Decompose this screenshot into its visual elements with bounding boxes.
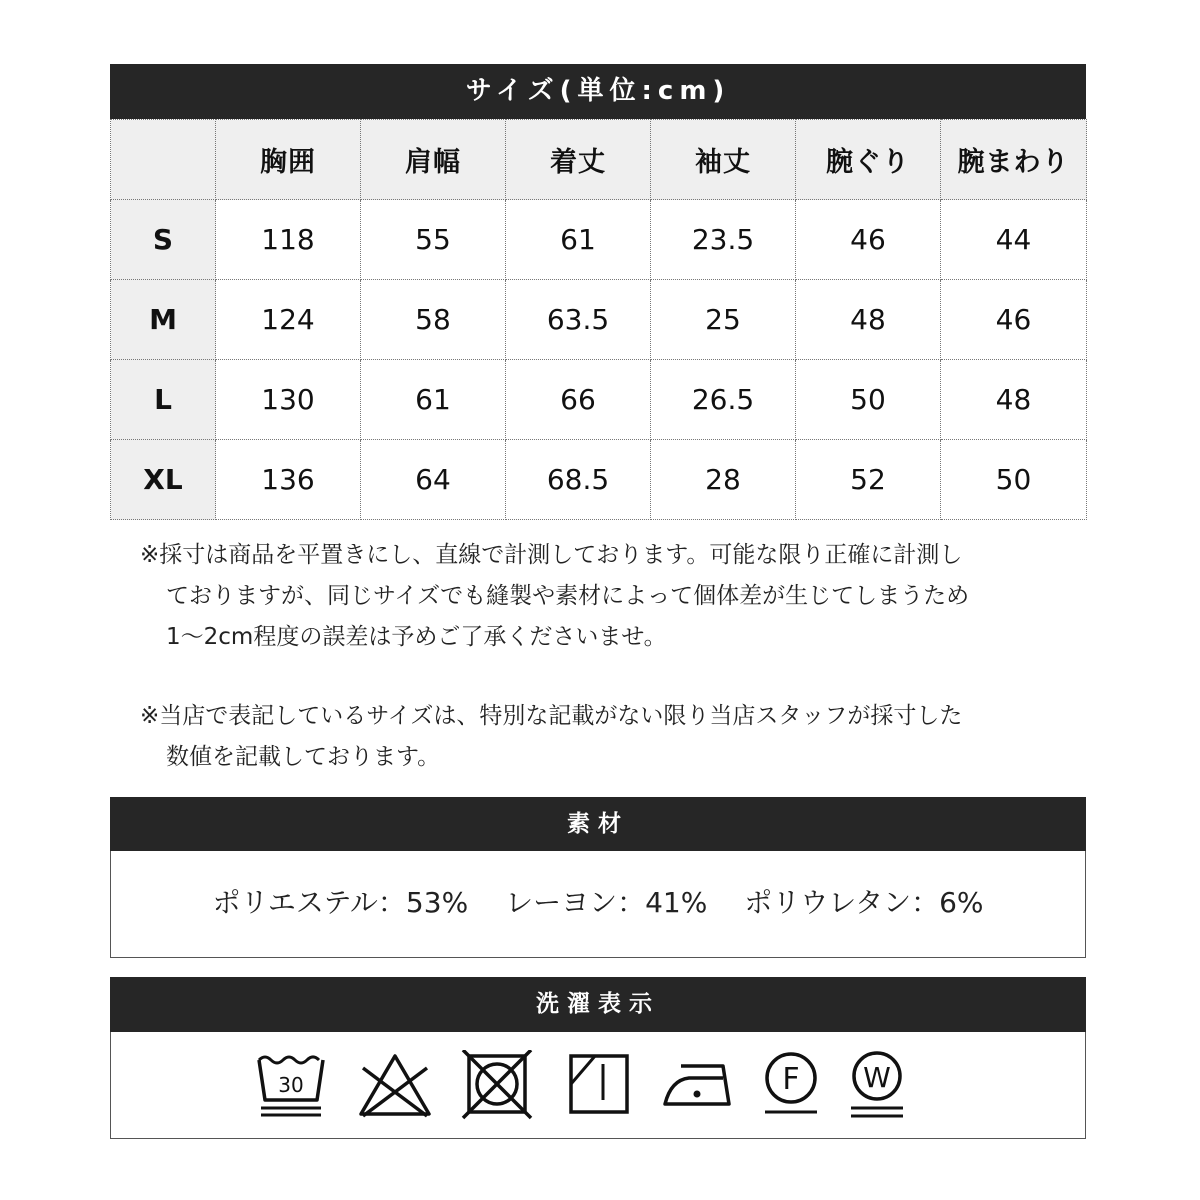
size-label: S — [111, 200, 216, 280]
table-cell: 61 — [506, 200, 651, 280]
table-cell: 23.5 — [651, 200, 796, 280]
no-tumble-dry-icon — [457, 1050, 537, 1122]
iron-low-icon — [659, 1050, 739, 1122]
table-cell: 63.5 — [506, 280, 651, 360]
size-section-title: サイズ(単位:cm) — [110, 64, 1086, 119]
table-cell: 48 — [796, 280, 941, 360]
table-cell: 25 — [651, 280, 796, 360]
table-cell: 61 — [361, 360, 506, 440]
table-cell: 46 — [941, 280, 1087, 360]
table-cell: 44 — [941, 200, 1087, 280]
size-label: L — [111, 360, 216, 440]
care-icons-box — [110, 1032, 1086, 1139]
care-section-title: 洗濯表示 — [110, 977, 1086, 1032]
table-cell: 64 — [361, 440, 506, 520]
column-header-chest: 胸囲 — [216, 120, 361, 200]
table-cell: 55 — [361, 200, 506, 280]
table-cell: 26.5 — [651, 360, 796, 440]
note-line: ※当店で表記しているサイズは、特別な記載がない限り当店スタッフが採寸した — [140, 703, 963, 729]
table-row — [111, 360, 1087, 440]
column-header-corner — [111, 120, 216, 200]
material-box — [110, 851, 1086, 958]
material-item: レーヨン：41% — [505, 886, 708, 919]
note-line: 数値を記載しております。 — [166, 744, 441, 770]
drip-dry-icon — [559, 1050, 639, 1122]
wash-30-icon — [251, 1050, 331, 1122]
column-header-armhole: 腕ぐり — [796, 120, 941, 200]
table-cell: 48 — [941, 360, 1087, 440]
column-header-shoulder: 肩幅 — [361, 120, 506, 200]
table-cell: 46 — [796, 200, 941, 280]
table-cell: 136 — [216, 440, 361, 520]
column-header-length: 着丈 — [506, 120, 651, 200]
dry-clean-label: F — [782, 1062, 800, 1097]
table-row — [111, 200, 1087, 280]
table-cell: 50 — [941, 440, 1087, 520]
material-item: ポリウレタン：6% — [744, 886, 984, 919]
table-cell: 130 — [216, 360, 361, 440]
size-notation-note — [140, 696, 1100, 778]
size-label: M — [111, 280, 216, 360]
size-table — [110, 119, 1087, 520]
wash-temperature-label: 30 — [278, 1073, 304, 1097]
size-label: XL — [111, 440, 216, 520]
material-section-title: 素材 — [110, 797, 1086, 851]
wet-clean-w-icon — [837, 1050, 917, 1122]
table-cell: 68.5 — [506, 440, 651, 520]
measurement-note — [140, 535, 1100, 658]
wet-clean-label: W — [863, 1061, 891, 1094]
note-line: ておりますが、同じサイズでも縫製や素材によって個体差が生じてしまうため — [166, 583, 970, 609]
table-cell: 66 — [506, 360, 651, 440]
table-cell: 58 — [361, 280, 506, 360]
table-cell: 118 — [216, 200, 361, 280]
column-header-arm-circumference: 腕まわり — [941, 120, 1087, 200]
no-bleach-icon — [355, 1050, 435, 1122]
table-cell: 28 — [651, 440, 796, 520]
dry-clean-f-icon — [751, 1050, 831, 1122]
table-row — [111, 280, 1087, 360]
note-line: ※採寸は商品を平置きにし、直線で計測しております。可能な限り正確に計測し — [140, 542, 963, 568]
table-cell: 50 — [796, 360, 941, 440]
material-item: ポリエステル：53% — [212, 886, 469, 919]
column-header-sleeve: 袖丈 — [651, 120, 796, 200]
size-table-header-row — [111, 120, 1087, 200]
note-line: 1～2cm程度の誤差は予めご了承くださいませ。 — [166, 624, 667, 650]
table-cell: 124 — [216, 280, 361, 360]
table-cell: 52 — [796, 440, 941, 520]
table-row — [111, 440, 1087, 520]
